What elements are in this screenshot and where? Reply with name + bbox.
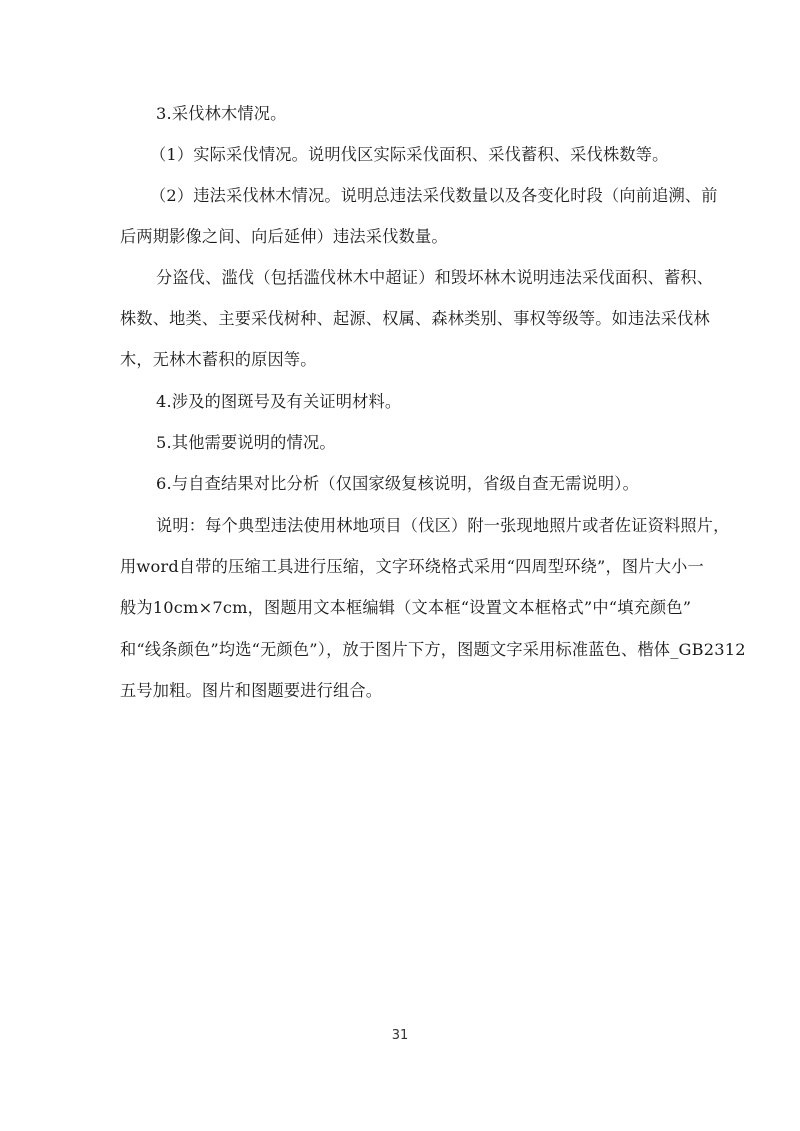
- note-line3: 般为10cm×7cm，图题用文本框编辑（文本框“设置文本框格式”中“填充颜色”: [120, 598, 692, 617]
- note-line1: 说明：每个典型违法使用林地项目（伐区）附一张现地照片或者佐证资料照片，: [156, 516, 730, 535]
- heading-5-other: 5.其他需要说明的情况。: [156, 433, 336, 452]
- page-number: 31: [391, 1028, 409, 1043]
- note-line5: 五号加粗。图片和图题要进行组合。: [120, 681, 383, 700]
- paragraph-theft-line2: 株数、地类、主要采伐树种、起源、权属、森林类别、事权等级等。如违法采伐林: [120, 309, 710, 328]
- heading-3-timber-harvest: 3.采伐林木情况。: [156, 104, 287, 123]
- note-line4: 和“线条颜色”均选“无颜色”），放于图片下方，图题文字采用标准蓝色、楷体_GB2312: [120, 640, 746, 659]
- heading-4-patch-numbers: 4.涉及的图斑号及有关证明材料。: [156, 392, 402, 411]
- heading-6-comparison: 6.与自查结果对比分析（仅国家级复核说明，省级自查无需说明）。: [156, 474, 639, 493]
- item-2-illegal-harvest-line1: （2）违法采伐林木情况。说明总违法采伐数量以及各变化时段（向前追溯、前: [150, 186, 718, 205]
- item-2-illegal-harvest-line2: 后两期影像之间、向后延伸）违法采伐数量。: [120, 227, 448, 246]
- note-line2: 用word自带的压缩工具进行压缩，文字环绕格式采用“四周型环绕”，图片大小一: [120, 557, 704, 576]
- paragraph-theft-line1: 分盗伐、滥伐（包括滥伐林木中超证）和毁坏林木说明违法采伐面积、蓄积、: [156, 268, 714, 287]
- item-1-actual-harvest: （1）实际采伐情况。说明伐区实际采伐面积、采伐蓄积、采伐株数等。: [150, 145, 669, 164]
- paragraph-theft-line3: 木，无林木蓄积的原因等。: [120, 350, 317, 369]
